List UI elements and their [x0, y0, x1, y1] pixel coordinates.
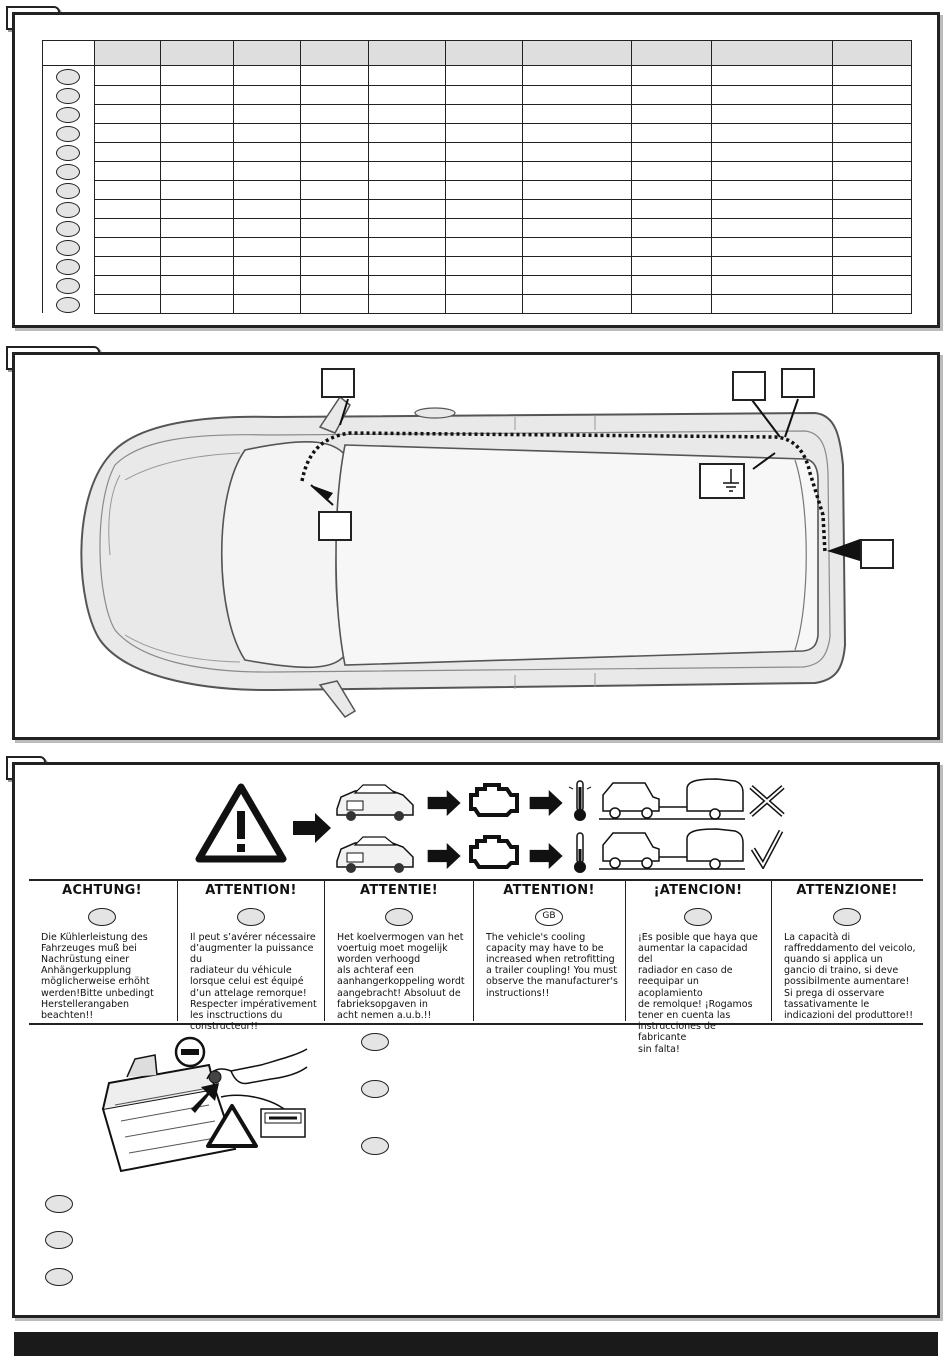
table-cell [234, 123, 301, 142]
table-cell [234, 218, 301, 237]
car-trailer-icon [597, 827, 747, 873]
section-1-panel [12, 12, 940, 328]
language-marker [385, 908, 413, 926]
table-header-cell [369, 41, 446, 66]
vehicle-fit-table [42, 40, 912, 314]
table-cell [160, 85, 233, 104]
table-cell [94, 104, 160, 123]
table-cell [833, 180, 912, 199]
ground-callout-box [699, 463, 745, 499]
table-cell [446, 199, 523, 218]
table-row [43, 85, 912, 104]
callout-box-left [318, 511, 352, 541]
table-cell [522, 66, 631, 86]
language-marker [56, 221, 80, 237]
table-cell [94, 294, 160, 313]
table-cell [43, 123, 95, 142]
table-cell [522, 85, 631, 104]
table-cell [234, 161, 301, 180]
table-cell [711, 237, 832, 256]
table-cell [160, 161, 233, 180]
table-cell [301, 218, 369, 237]
table-cell [711, 218, 832, 237]
table-cell [522, 104, 631, 123]
table-cell [43, 237, 95, 256]
language-marker [833, 908, 861, 926]
table-cell [94, 180, 160, 199]
table-row [43, 123, 912, 142]
language-column [177, 881, 324, 1033]
table-cell [522, 199, 631, 218]
table-cell [631, 104, 711, 123]
table-cell [833, 275, 912, 294]
table-cell [631, 294, 711, 313]
table-cell [711, 199, 832, 218]
table-cell [234, 256, 301, 275]
table-cell [446, 180, 523, 199]
table-cell [94, 161, 160, 180]
table-cell [160, 294, 233, 313]
table-cell [301, 180, 369, 199]
table-cell [711, 161, 832, 180]
table-cell [446, 142, 523, 161]
table-cell [369, 256, 446, 275]
language-marker [88, 908, 116, 926]
table-cell [446, 275, 523, 294]
table-cell [94, 275, 160, 294]
table-cell [369, 123, 446, 142]
language-warning-text: Il peut s’avérer nécessaire d’augmenter la puissance du radiateur du véhicule lorsque celui est équipé d’un attelage remorque! Respecter impérativement les insctructions du constructeur!! [190, 931, 317, 1033]
arrow-right-icon [529, 790, 565, 816]
table-cell [43, 66, 95, 86]
language-marker [45, 1231, 73, 1249]
table-cell [711, 66, 832, 86]
language-warning-text: Het koelvermogen van het voertuig moet mogelijk worden verhoogd als achteraf een aanhangerkoppeling wordt aangebracht! Absoluut de fabrieksopgaven in acht nemen a.u.b.!! [337, 931, 465, 1021]
arrow-right-icon [427, 790, 463, 816]
table-cell [160, 66, 233, 86]
table-cell [160, 180, 233, 199]
table-cell [446, 123, 523, 142]
table-cell [833, 256, 912, 275]
language-marker [56, 69, 80, 85]
table-cell [631, 218, 711, 237]
language-marker [56, 297, 80, 313]
table-cell [43, 218, 95, 237]
table-cell [301, 199, 369, 218]
table-cell [369, 104, 446, 123]
table-row [43, 180, 912, 199]
table-row [43, 218, 912, 237]
language-marker [56, 202, 80, 218]
table-cell [234, 199, 301, 218]
table-row [43, 275, 912, 294]
table-header-cell [160, 41, 233, 66]
table-cell [301, 161, 369, 180]
thermometer-icon [567, 831, 593, 875]
language-marker [56, 145, 80, 161]
language-marker [237, 908, 265, 926]
table-cell [369, 85, 446, 104]
ground-symbol-icon [701, 465, 743, 497]
table-cell [711, 142, 832, 161]
language-marker [684, 908, 712, 926]
table-cell [522, 218, 631, 237]
table-cell [43, 199, 95, 218]
table-cell [369, 237, 446, 256]
table-cell [160, 199, 233, 218]
arrow-right-icon [293, 813, 333, 843]
language-warning-text: Die Kühlerleistung des Fahrzeuges muß bei Nachrüstung einer Anhängerkupplung möglicherweise erhöht werden!Bitte unbedingt Herstellerangaben beachten!! [41, 931, 154, 1021]
language-column [771, 881, 922, 1021]
language-marker [361, 1080, 389, 1098]
table-cell [160, 123, 233, 142]
table-cell [43, 85, 95, 104]
table-cell [43, 275, 95, 294]
language-column [324, 881, 473, 1021]
language-column [29, 881, 175, 1021]
footer-bar [14, 1332, 938, 1356]
callout-box-rear-socket [860, 539, 894, 569]
table-cell [446, 161, 523, 180]
table-header-cell [234, 41, 301, 66]
table-cell [160, 218, 233, 237]
table-cell [522, 237, 631, 256]
callout-box-front [321, 368, 355, 398]
section-2-panel [12, 352, 940, 740]
table-cell [234, 85, 301, 104]
table-cell [833, 123, 912, 142]
table-cell [631, 142, 711, 161]
table-cell [43, 161, 95, 180]
language-band [29, 879, 923, 1055]
table-header-cell [631, 41, 711, 66]
table-cell [631, 66, 711, 86]
language-warning-text: La capacità di raffreddamento del veicolo, quando si applica un gancio di traino, si deve possibilmente aumentare! Si prega di osservare tassativamente le indicazioni del produttore!! [784, 931, 916, 1021]
table-cell [94, 199, 160, 218]
table-cell [43, 104, 95, 123]
table-cell [301, 237, 369, 256]
table-cell [833, 199, 912, 218]
table-cell [369, 180, 446, 199]
table-cell [833, 85, 912, 104]
table-row [43, 104, 912, 123]
table-cell [522, 161, 631, 180]
table-cell [631, 199, 711, 218]
table-cell [301, 104, 369, 123]
language-heading: ATTENTION! [503, 883, 595, 898]
language-heading: ACHTUNG! [62, 883, 142, 898]
language-marker [361, 1033, 389, 1051]
table-cell [43, 142, 95, 161]
table-cell [631, 180, 711, 199]
callout-box-rear-b [781, 368, 815, 398]
table-cell [833, 104, 912, 123]
table-cell [833, 237, 912, 256]
language-heading: ATTENTION! [205, 883, 297, 898]
table-cell [369, 218, 446, 237]
table-cell [94, 142, 160, 161]
table-cell [711, 275, 832, 294]
table-cell [234, 275, 301, 294]
language-marker [56, 278, 80, 294]
language-marker [56, 164, 80, 180]
table-cell [369, 142, 446, 161]
engine-icon [465, 781, 521, 819]
table-header-cell [711, 41, 832, 66]
engine-icon [465, 833, 521, 871]
table-cell [234, 142, 301, 161]
table-cell [369, 161, 446, 180]
check-mark-icon [749, 829, 785, 869]
table-cell [833, 161, 912, 180]
table-cell [369, 66, 446, 86]
table-cell [446, 256, 523, 275]
table-cell [160, 104, 233, 123]
language-marker [56, 88, 80, 104]
car-front-icon [333, 781, 417, 823]
table-cell [160, 142, 233, 161]
table-cell [631, 275, 711, 294]
table-cell [522, 275, 631, 294]
table-row [43, 199, 912, 218]
table-cell [301, 66, 369, 86]
table-cell [369, 199, 446, 218]
car-trailer-icon [597, 777, 747, 823]
language-marker [56, 183, 80, 199]
language-marker [56, 126, 80, 142]
table-header-cell [446, 41, 523, 66]
table-row [43, 256, 912, 275]
language-marker: GB [535, 908, 563, 926]
table-cell [234, 180, 301, 199]
table-cell [160, 275, 233, 294]
radio-code-card-icon [259, 1107, 309, 1141]
language-marker [56, 107, 80, 123]
table-cell [446, 66, 523, 86]
language-column [625, 881, 770, 1055]
table-cell [446, 294, 523, 313]
table-cell [94, 237, 160, 256]
language-column [473, 881, 624, 1021]
table-header-cell [94, 41, 160, 66]
table-cell [160, 237, 233, 256]
table-cell [160, 256, 233, 275]
cross-mark-icon [747, 783, 787, 819]
table-cell [234, 294, 301, 313]
table-cell [43, 256, 95, 275]
language-warning-text: ¡Es posible que haya que aumentar la capacidad del radiador en caso de reequipar un acoplamiento de remolque! ¡Rogamos tener en cuenta las instrucciones de fabricante sin falta! [638, 931, 758, 1055]
table-cell [43, 180, 95, 199]
table-cell [446, 104, 523, 123]
table-header-cell [301, 41, 369, 66]
table-cell [833, 294, 912, 313]
table-cell [833, 142, 912, 161]
arrow-right-icon [529, 843, 565, 869]
language-marker [45, 1195, 73, 1213]
table-cell [833, 66, 912, 86]
table-row [43, 66, 912, 86]
table-cell [711, 104, 832, 123]
language-warning-text: The vehicle's cooling capacity may have to be increased when retrofitting a trailer coupling! You must observe the manufacturer's instructions!! [486, 931, 618, 999]
table-cell [711, 256, 832, 275]
table-cell [301, 275, 369, 294]
table-header-cell [43, 41, 95, 66]
section-3-panel [12, 762, 940, 1318]
table-cell [234, 237, 301, 256]
table-cell [301, 123, 369, 142]
table-cell [94, 85, 160, 104]
table-cell [522, 256, 631, 275]
language-marker [361, 1137, 389, 1155]
table-header-row [43, 41, 912, 66]
table-cell [301, 85, 369, 104]
language-heading: ¡ATENCION! [653, 883, 743, 898]
language-marker [56, 240, 80, 256]
table-row [43, 294, 912, 313]
table-cell [94, 256, 160, 275]
table-cell [833, 218, 912, 237]
table-cell [522, 142, 631, 161]
arrow-right-icon [427, 843, 463, 869]
table-row [43, 161, 912, 180]
table-cell [631, 85, 711, 104]
table-cell [631, 256, 711, 275]
table-cell [301, 294, 369, 313]
table-cell [631, 161, 711, 180]
table-cell [369, 294, 446, 313]
table-cell [711, 294, 832, 313]
table-cell [43, 294, 95, 313]
car-top-view [15, 355, 937, 737]
table-cell [711, 123, 832, 142]
small-warning-triangle-icon [205, 1103, 259, 1149]
table-cell [711, 85, 832, 104]
table-cell [94, 123, 160, 142]
table-cell [234, 66, 301, 86]
table-cell [234, 104, 301, 123]
table-cell [446, 218, 523, 237]
table-cell [369, 275, 446, 294]
language-heading: ATTENZIONE! [796, 883, 898, 898]
table-cell [94, 218, 160, 237]
table-cell [94, 66, 160, 86]
warning-triangle-icon [195, 783, 287, 863]
table-cell [301, 256, 369, 275]
table-cell [522, 180, 631, 199]
thermometer-icon [567, 779, 593, 823]
table-header-cell [833, 41, 912, 66]
table-row [43, 237, 912, 256]
language-marker [56, 259, 80, 275]
table-cell [446, 85, 523, 104]
table-header-cell [522, 41, 631, 66]
table-cell [631, 237, 711, 256]
table-cell [711, 180, 832, 199]
table-cell [446, 237, 523, 256]
table-row [43, 142, 912, 161]
language-heading: ATTENTIE! [359, 883, 439, 898]
table-cell [522, 123, 631, 142]
callout-box-rear-a [732, 371, 766, 401]
table-cell [522, 294, 631, 313]
language-marker [45, 1268, 73, 1286]
table-cell [631, 123, 711, 142]
table-cell [301, 142, 369, 161]
car-front-icon [333, 833, 417, 875]
